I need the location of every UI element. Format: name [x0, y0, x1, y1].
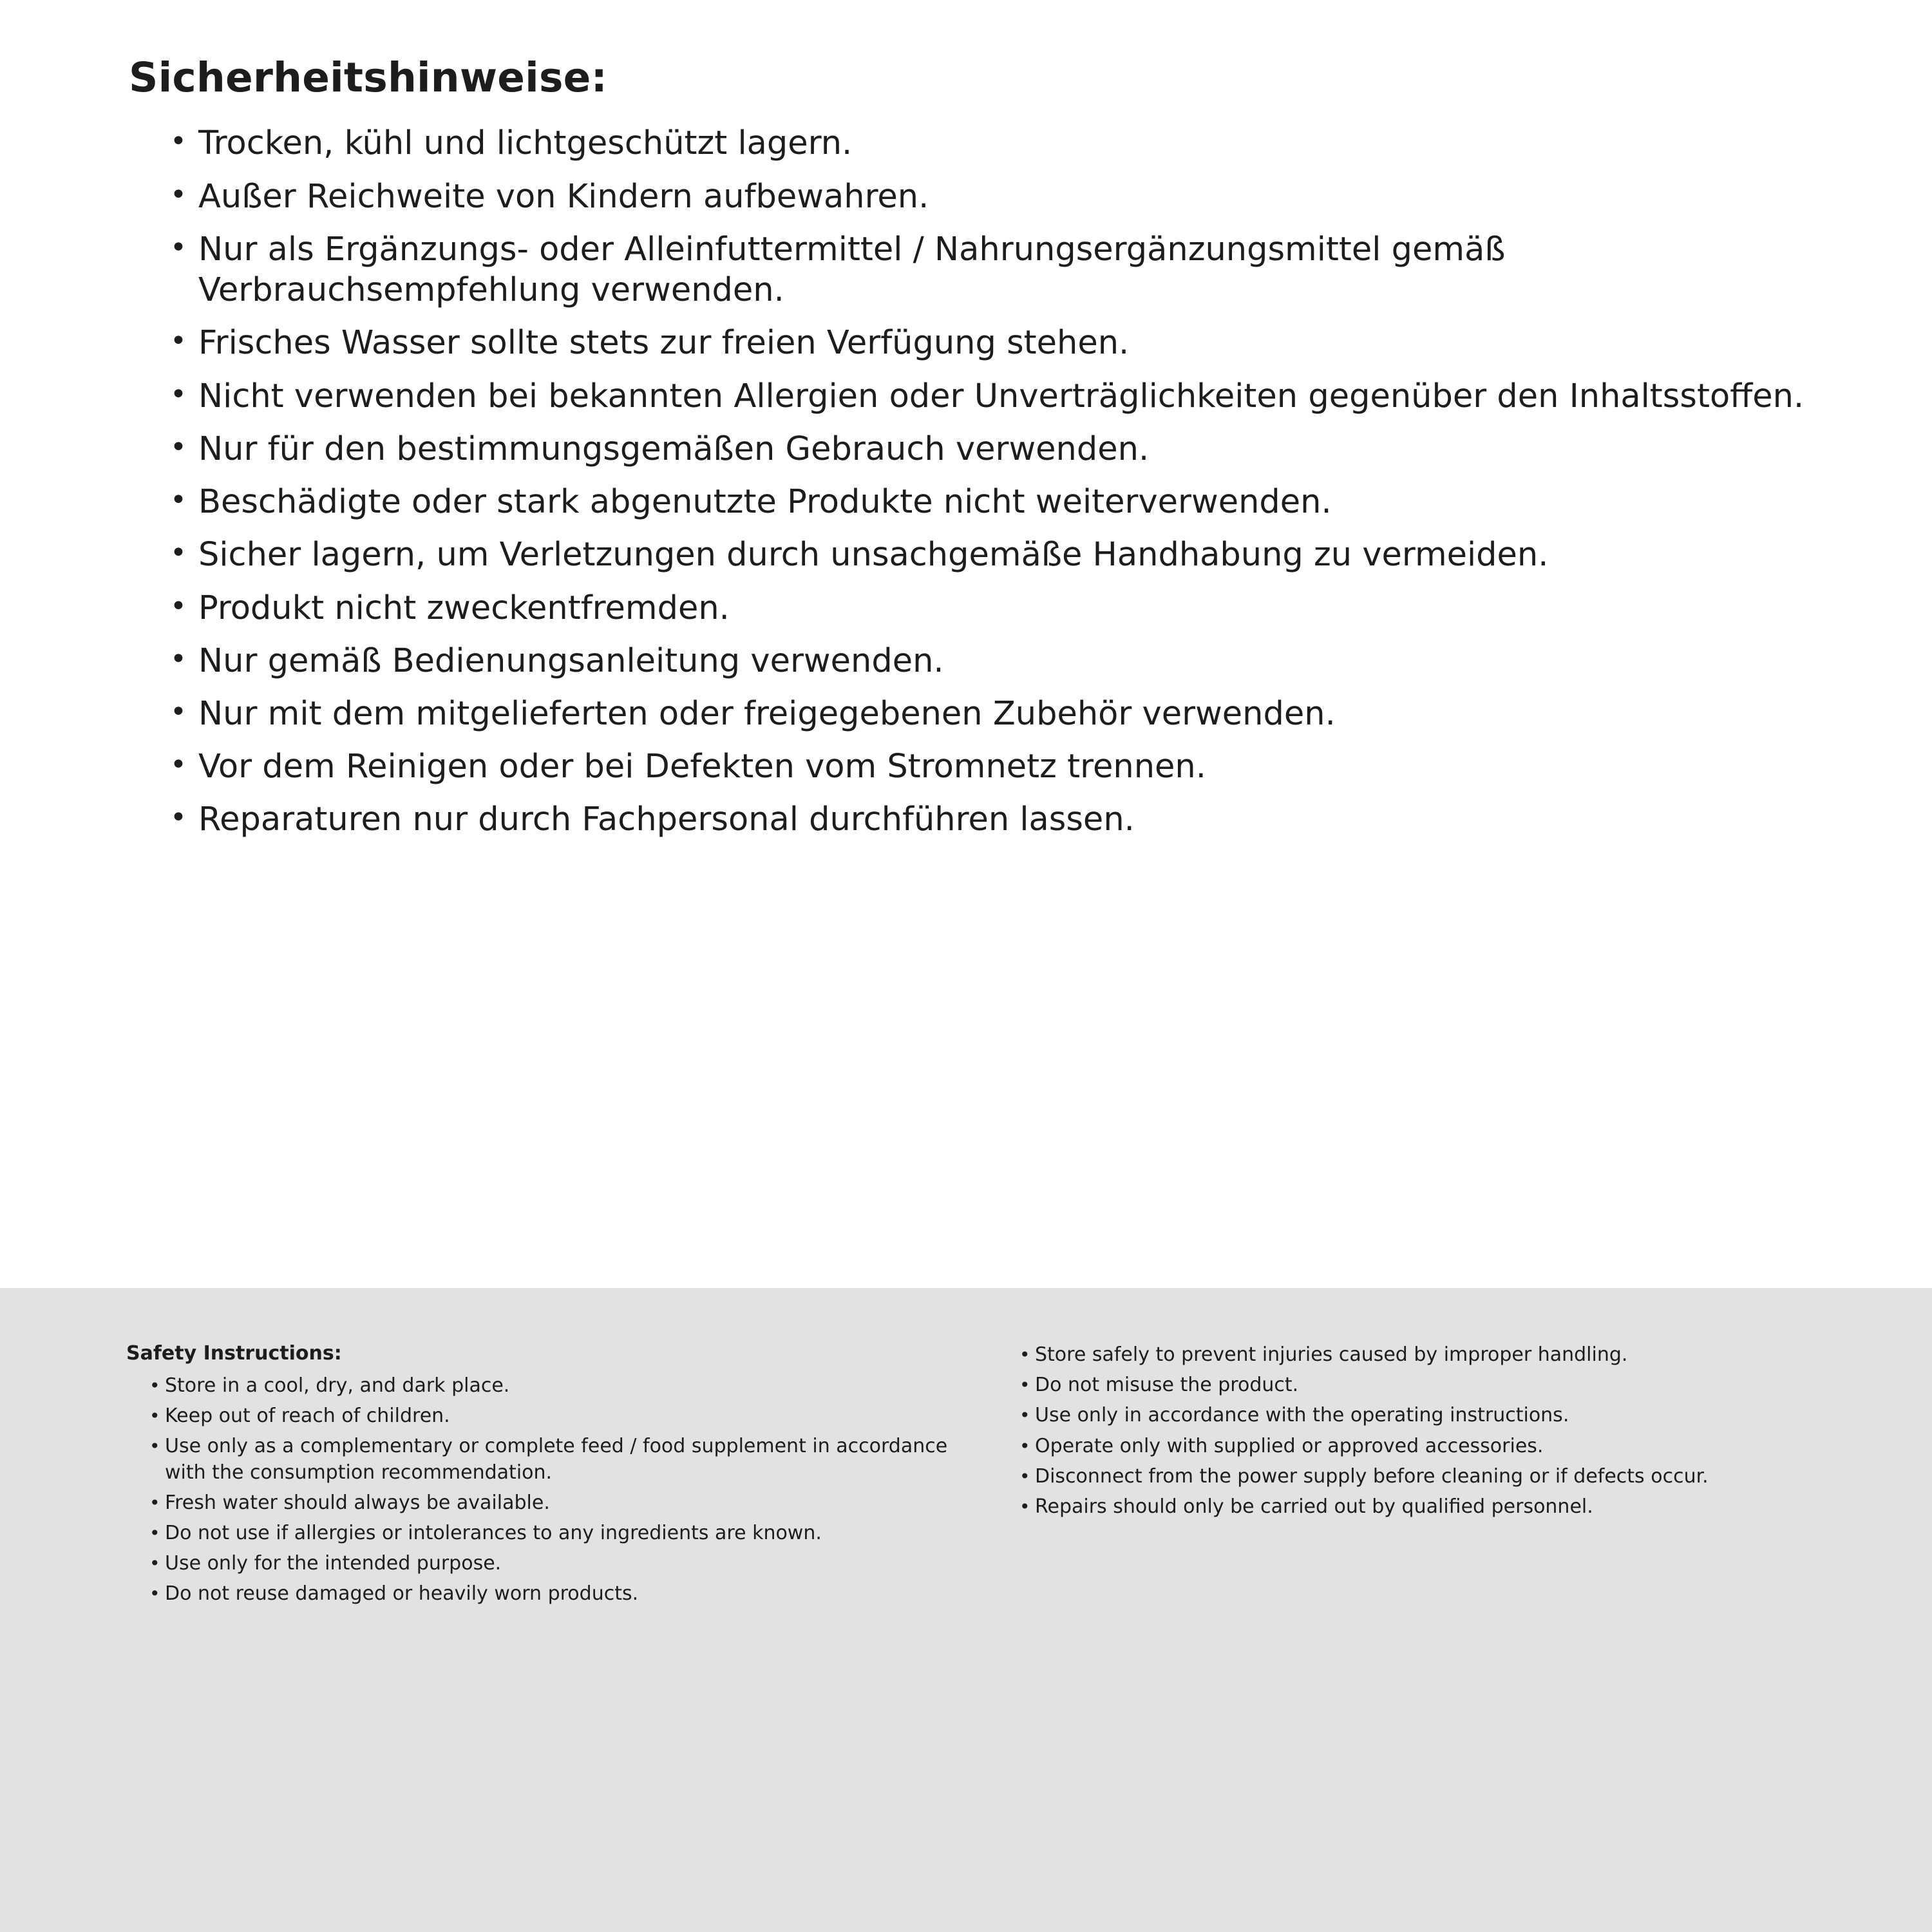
list-item: • Do not misuse the product. [1018, 1372, 1827, 1398]
list-item: • Nur mit dem mitgelieferten oder freigegebenen Zubehör verwenden. [166, 694, 1861, 734]
list-item: • Nur gemäß Bedienungsanleitung verwenden. [166, 641, 1861, 681]
list-item: • Nicht verwenden bei bekannten Allergien oder Unverträglichkeiten gegenüber den Inhaltsstoffen. [166, 376, 1861, 417]
english-column-right [1018, 1342, 1848, 1524]
list-item: • Disconnect from the power supply before cleaning or if defects occur. [1018, 1464, 1827, 1490]
list-item: • Frisches Wasser sollte stets zur freien Verfügung stehen. [166, 323, 1861, 363]
list-item: • Produkt nicht zweckentfremden. [166, 588, 1861, 629]
list-item: • Trocken, kühl und lichtgeschützt lagern. [166, 123, 1861, 164]
list-item: • Keep out of reach of children. [148, 1403, 956, 1429]
english-safety-list-right [1018, 1342, 1848, 1520]
list-item: • Store in a cool, dry, and dark place. [148, 1373, 956, 1399]
english-section-title: Safety Instructions: [126, 1342, 342, 1365]
list-item: • Operate only with supplied or approved accessories. [1018, 1434, 1827, 1459]
list-item: • Vor dem Reinigen oder bei Defekten vom Stromnetz trennen. [166, 746, 1861, 787]
list-item: • Sicher lagern, um Verletzungen durch unsachgemäße Handhabung zu vermeiden. [166, 535, 1861, 575]
english-safety-section [0, 1288, 1932, 1932]
list-item: • Use only for the intended purpose. [148, 1551, 956, 1577]
list-item: • Beschädigte oder stark abgenutzte Produkte nicht weiterverwenden. [166, 482, 1861, 522]
list-item: • Do not use if allergies or intolerances to any ingredients are known. [148, 1520, 956, 1546]
list-item: • Nur für den bestimmungsgemäßen Gebrauch verwenden. [166, 429, 1861, 469]
german-safety-list [129, 123, 1861, 840]
list-item: • Use only as a complementary or complete feed / food supplement in accordance with the consumption recommendation. [148, 1434, 956, 1485]
english-column-left [126, 1342, 956, 1612]
list-item: • Store safely to prevent injuries caused by improper handling. [1018, 1342, 1827, 1368]
list-item: • Do not reuse damaged or heavily worn products. [148, 1581, 956, 1607]
list-item: • Außer Reichweite von Kindern aufbewahren. [166, 176, 1861, 217]
list-item: • Fresh water should always be available. [148, 1490, 956, 1516]
page-title: Sicherheitshinweise: [129, 54, 607, 101]
list-item: • Use only in accordance with the operating instructions. [1018, 1403, 1827, 1428]
list-item: • Reparaturen nur durch Fachpersonal durchführen lassen. [166, 799, 1861, 840]
list-item: • Nur als Ergänzungs- oder Alleinfuttermittel / Nahrungsergänzungsmittel gemäß Verbrauchsempfehlung verwenden. [166, 229, 1861, 310]
english-safety-list-left [126, 1373, 956, 1607]
list-item: • Repairs should only be carried out by qualified personnel. [1018, 1494, 1827, 1520]
